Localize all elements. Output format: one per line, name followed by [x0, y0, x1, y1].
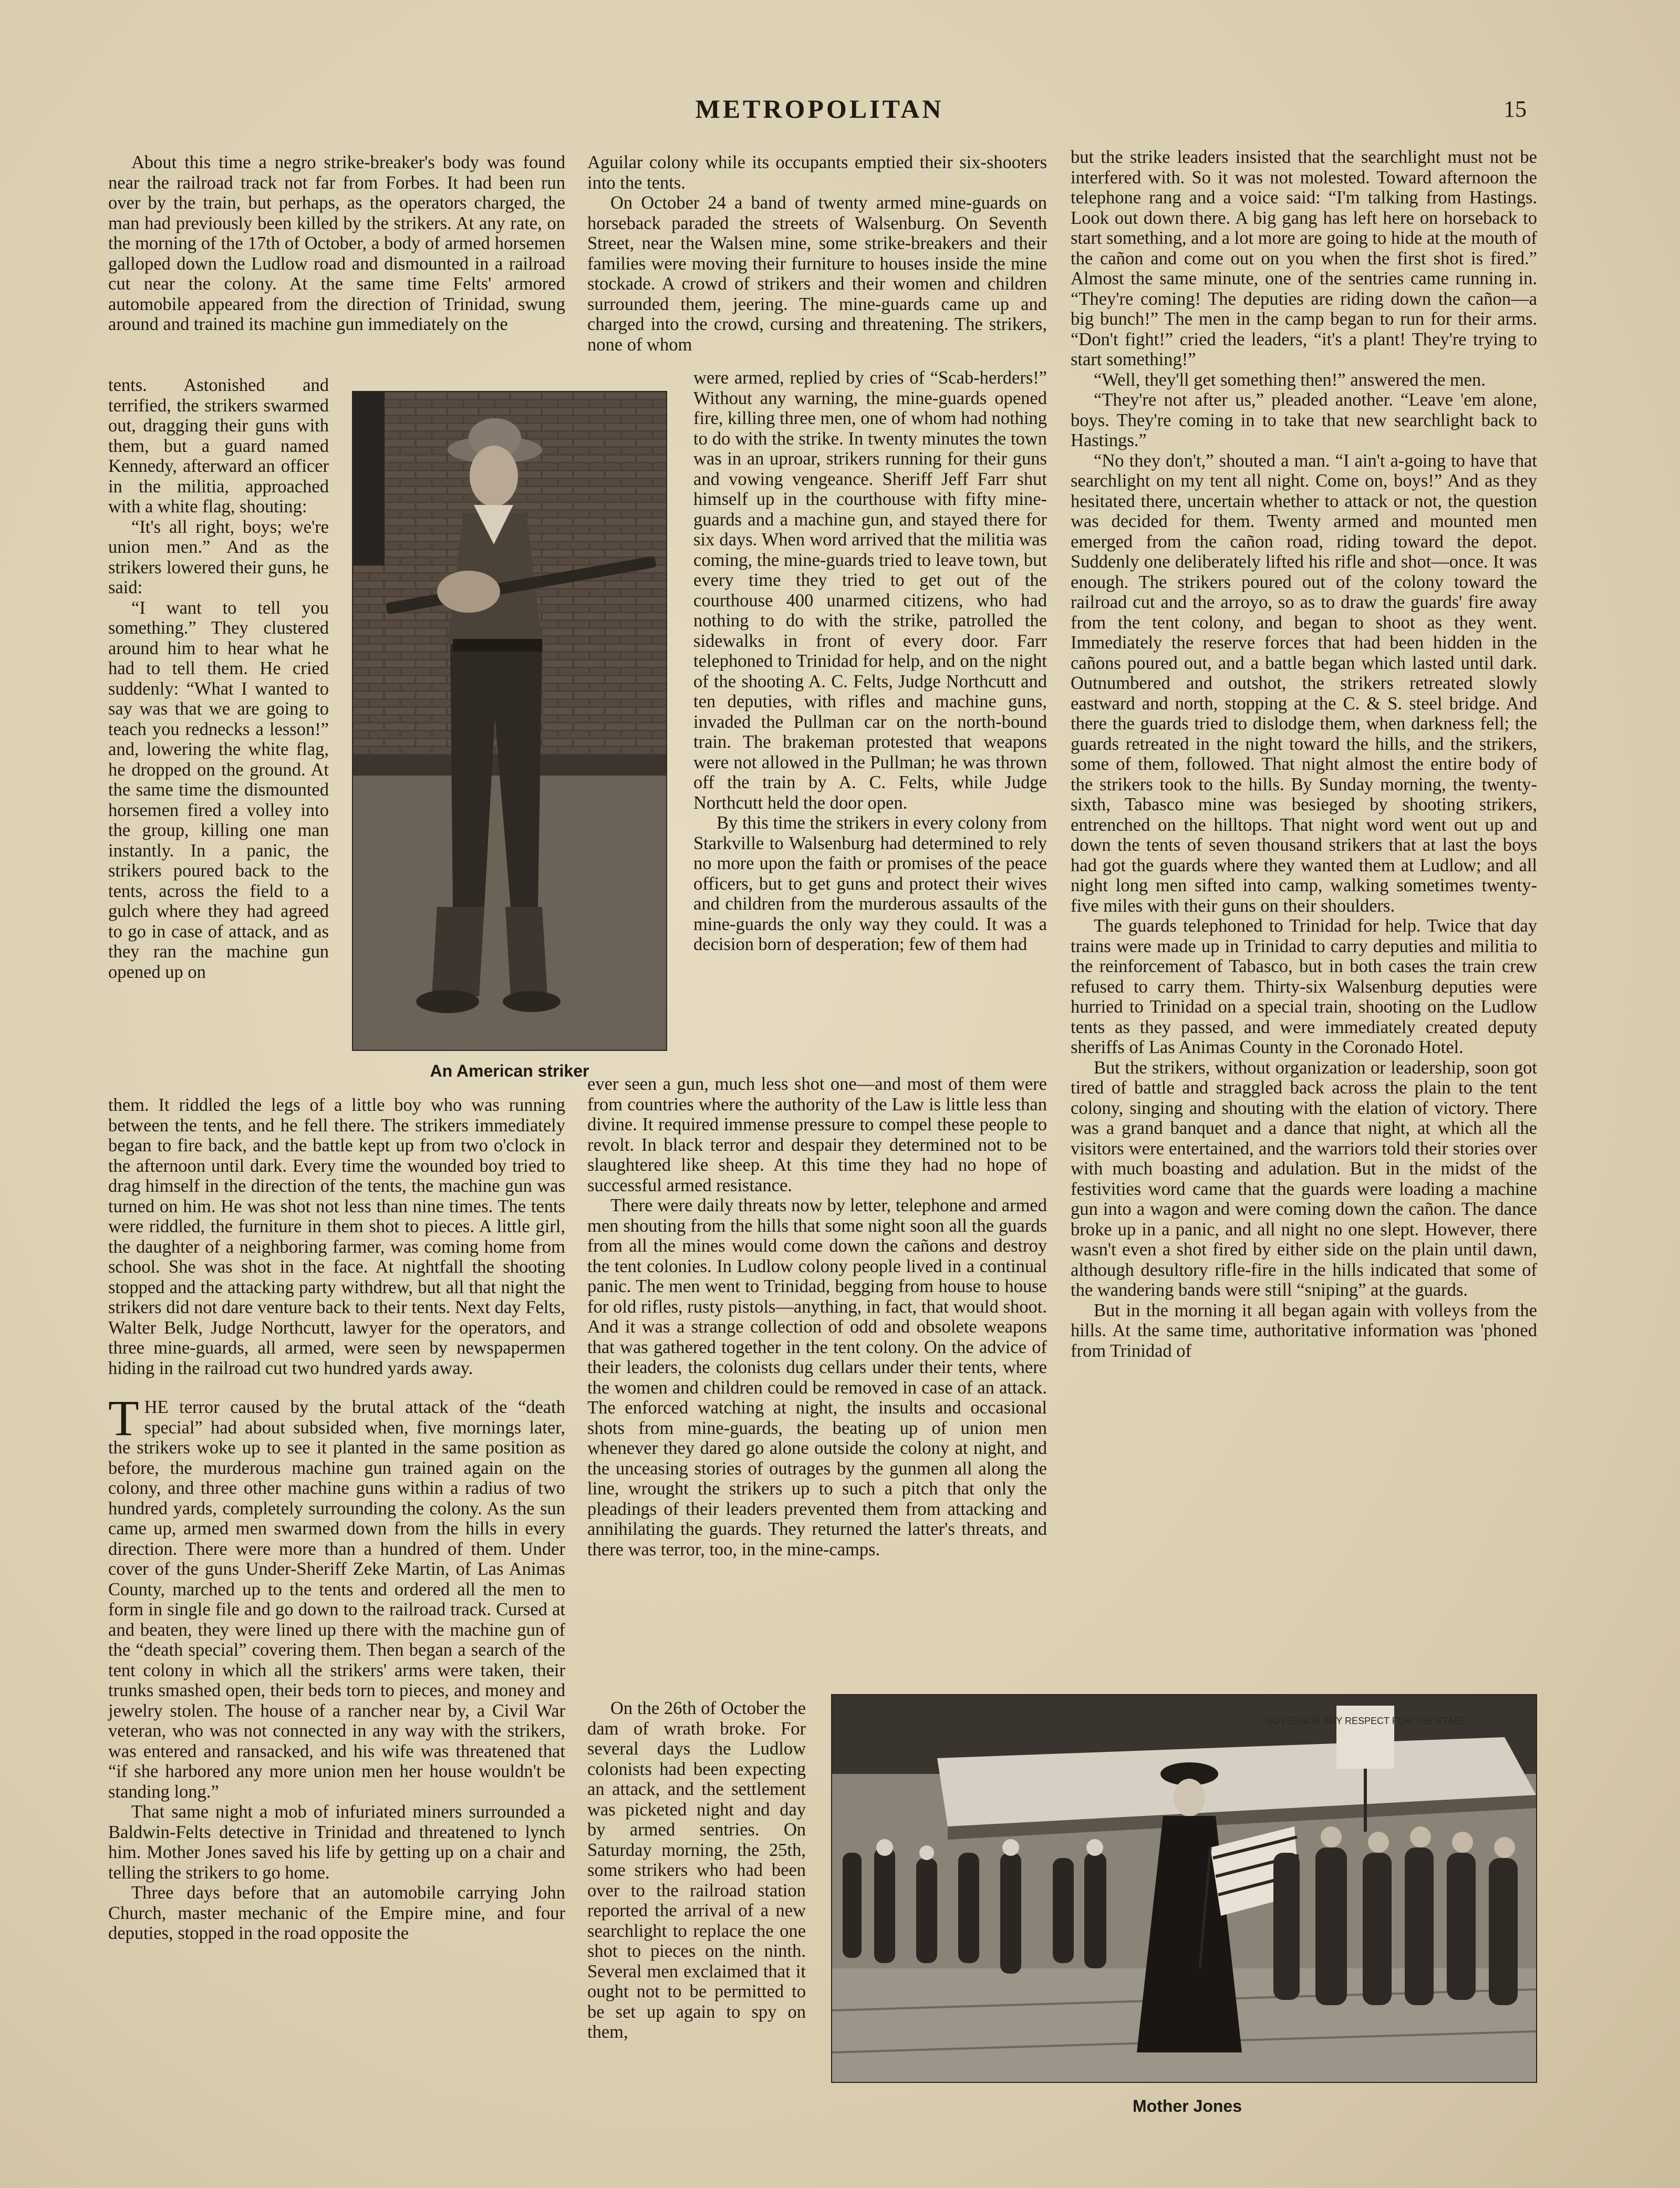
column-2-side [693, 368, 1047, 955]
striker-photo [352, 391, 667, 1051]
column-3 [1071, 147, 1537, 1361]
col2-paragraph-1: Aguilar colony while its occupants emptied their six-shooters into the tents. [587, 152, 1047, 193]
column-1-top [108, 152, 565, 335]
col1-paragraph-1-cont: tents. Astonished and terrified, the strikers swarmed out, dragging their guns with them, but a guard named Kennedy, afterward an officer in the militia, approached with a white flag, shouting: [108, 375, 329, 517]
col1-paragraph-3: “I want to tell you something.” They clustered around him to hear what he had to tell them. He cried suddenly: “What I wanted to say was that we are going to teach you rednecks a lesson!” and, lowering the white flag, he dropped on the ground. At the same time the dismounted horsemen fired a volley into the group, killing one man instantly. In a panic, the strikers poured back to the tents, across the field to a gulch where they had agreed to go in case of attack, and as they ran the machine gun opened up on [108, 597, 329, 982]
striker-caption: An American striker [430, 1061, 589, 1080]
col1-paragraph-6: Three days before that an automobile carrying John Church, master mechanic of the Empire mine, and four deputies, stopped in the road opposite the [108, 1883, 565, 1943]
col1-paragraph-2: “It's all right, boys; we're union men.” And as the strikers lowered their guns, he said: [108, 517, 329, 597]
col1-paragraph-5: That same night a mob of infuriated miners surrounded a Baldwin-Felts detective in Trinidad and threatened to lynch him. Mother Jones saved his life by getting up on a chair and telling the strikers to go home. [108, 1802, 565, 1883]
col2-paragraph-2-cont: were armed, replied by cries of “Scab-herders!” Without any warning, the mine-guards opened fire, killing three men, one of whom had nothing to do with the strike. In twenty minutes the town was in an uproar, strikers running for their guns and vowing vengeance. Sheriff Jeff Farr shut himself up in the courthouse with fifty mine-guards and a machine gun, and stayed there for six days. When word arrived that the militia was coming, the mine-guards tried to leave town, but every time they tried to get out of the courthouse 400 unarmed citizens, who had nothing to do with the strike, patrolled the sidewalks in front of every door. Farr telephoned to Trinidad for help, and on the night of the shooting A. C. Felts, Judge Northcutt and ten deputies, with rifles and machine guns, invaded the Pullman car on the north-bound train. The brakeman protested that weapons were not allowed in the Pullman; he was thrown off the train by A. C. Felts, while Judge Northcutt held the door open. [693, 368, 1047, 813]
col2-paragraph-2: On October 24 a band of twenty armed mine-guards on horseback paraded the streets of Walsenburg. On Seventh Street, near the Walsen mine, some strike-breakers and their families were moving their furniture to houses inside the mine stockade. A crowd of strikers and their women and children surrounded them, jeering. The mine-guards came up and charged into the crowd, cursing and threatening. The strikers, none of whom [587, 193, 1047, 355]
col2-paragraph-3-cont: ever seen a gun, much less shot one—and most of them were from countries where the authority of the Law is little less than divine. It required immense pressure to compel these people to revolt. In black terror and despair they determined not to be slaughtered like sheep. At this time they had no hope of successful armed resistance. [587, 1074, 1047, 1195]
striker-photo-art [353, 392, 666, 1050]
col3-paragraph-6: But the strikers, without organization or leadership, soon got tired of battle and straggled back across the plain to the tent colony, singing and shouting with the elation of victory. There was a grand banquet and a dance that night, at which all the visitors were entertained, and the warriors told their stories over with much boasting and adulation. But in the midst of the festivities word came that the guards were loading a machine gun into a wagon and were coming down the cañon. The dance broke up in a panic, and all night no one slept. However, there wasn't even a shot fired by either side on the plain until dawn, although desultory rifle-fire in the hills indicated that some of the wandering bands were still “sniping” at the guards. [1071, 1057, 1537, 1300]
col1-paragraph-3-cont: them. It riddled the legs of a little boy who was running between the tents, and he fell there. The strikers immediately began to fire back, and the battle kept up from two o'clock in the afternoon until dark. Every time the wounded boy tried to drag himself in the direction of the tents, the machine gun was turned on him. He was shot not less than nine times. The tents were riddled, the furniture in them shot to pieces. A little girl, the daughter of a neighboring farmer, was coming home from school. She was shot in the face. At nightfall the shooting stopped and the attacking party withdrew, but all that night the strikers did not dare venture back to their tents. Next day Felts, Walter Belk, Judge Northcutt, lawyer for the operators, and three mine-guards, all armed, were seen by newspapermen hiding in the railroad cut two hundred yards away. [108, 1095, 565, 1378]
mother-jones-caption: Mother Jones [1132, 2097, 1242, 2115]
col2-paragraph-5: On the 26th of October the dam of wrath broke. For several days the Ludlow colonists had been expecting an attack, and the settlement was picketed night and day by armed sentries. On Saturday morning, the 25th, some strikers who had been over to the railroad station reported the arrival of a new searchlight to replace the one shot to pieces on the ninth. Several men exclaimed that it ought not to be permitted to be set up again to spy on them, [587, 1698, 806, 2042]
col2-paragraph-3: By this time the strikers in every colony from Starkville to Walsenburg had determined to rely no more upon the faith or promises of the peace officers, but to get guns and protect their wives and children from the murderous assaults of the mine-guards the only way they could. It was a decision born of desperation; few of them had [693, 813, 1047, 954]
column-2-bottom [587, 1074, 1047, 1560]
column-2-top [587, 152, 1047, 355]
mother-jones-photo [831, 1694, 1537, 2083]
col3-paragraph-5: The guards telephoned to Trinidad for help. Twice that day trains were made up in Trinidad to carry deputies and militia to the reinforcement of Tabasco, but in both cases the train crew refused to carry them. Thirty-six Walsenburg deputies were hurried to Trinidad on a special train, shooting on the Ludlow tents as they passed, and were immediately created deputy sheriffs of Las Animas County in the Coronado Hotel. [1071, 916, 1537, 1057]
page-number: 15 [1503, 96, 1527, 122]
column-1-side [108, 375, 329, 982]
col3-paragraph-3: “They're not after us,” pleaded another. “Leave 'em alone, boys. They're coming in to take that new searchlight back to Hastings.” [1071, 390, 1537, 450]
col3-paragraph-4: “No they don't,” shouted a man. “I ain't a-going to have that searchlight on my tent all night. Come on, boys!” And as they hesitated there, uncertain whether to attack or not, the question was decided for them. Twenty armed and mounted men emerged from the cañon road, riding toward the depot. Suddenly one deliberately lifted his rifle and shot—once. It was enough. The strikers poured out of the colony toward the railroad cut and the arroyo, so as to draw the guards' fire away from the tent colony, and began to shoot as they went. Immediately the reserve forces that had been hidden in the cañons poured out, and a battle began which lasted until dark. Outnumbered and outshot, the strikers retreated slowly eastward and north, stopping at the C. & S. steel bridge. And there the guards tried to dislodge them, when darkness fell; the guards retreated in the night toward the hills, and the strikers, some of them, followed. That night almost the entire body of the strikers took to the hills. By Sunday morning, the twenty-sixth, Tabasco mine was besieged by shooting strikers, entrenched on the hilltops. That night word went out up and down the tents of seven thousand strikers that at last the boys had got the guards where they wanted them at Ludlow; and all night long men sifted into camp, walking sometimes twenty-five miles with their guns on their shoulders. [1071, 450, 1537, 916]
column-1-bottom [108, 1095, 565, 1944]
sign-text: GOVERNOR ANY RESPECT FOR THE STATE [1266, 1716, 1465, 1726]
masthead: METROPOLITAN [695, 94, 944, 123]
column-2-lower-side [587, 1698, 806, 2042]
drop-cap: T [108, 1390, 139, 1446]
col3-paragraph-2: “Well, they'll get something then!” answered the men. [1094, 369, 1486, 390]
col3-paragraph-7: But in the morning it all began again with volleys from the hills. At the same time, authoritative information was 'phoned from Trinidad of [1071, 1300, 1537, 1361]
col3-paragraph-1: but the strike leaders insisted that the searchlight must not be interfered with. So it was not molested. Toward afternoon the telephone rang and a voice said: “I'm talking from Hastings. Look out down there. A big gang has left here on horseback to start something, and a lot more are going to hide at the mouth of the cañon and come out on you when the first shot is fired.” Almost the same minute, one of the sentries came running in. “They're coming! The deputies are riding down the cañon—a big bunch!” The men in the camp began to run for their arms. “Don't fight!” cried the leaders, “it's a plant! They're trying to start something!” [1071, 147, 1537, 369]
col1-paragraph-4-text: HE terror caused by the brutal attack of the “death special” had about subsided when, five mornings later, the strikers woke up to see it planted in the same position as before, the murderous machine gun trained again on the colony, and three other machine guns within a radius of two hundred yards, completely surrounding the colony. As the sun came up, armed men swarmed down from the hills in every direction. There were more than a hundred of them. Under cover of the guns Under-Sheriff Zeke Martin, of Las Animas County, marched up to the tents and ordered all the men to form in single file and go down to the railroad track. Cursed at and beaten, they were lined up there with the machine gun of the “death special” covering them. Then began a search of the tent colony in which all the strikers' arms were taken, their trunks smashed open, their beds torn to pieces, and money and jewelry stolen. The house of a rancher near by, a Civil War veteran, who was not connected in any way with the strikers, was entered and ransacked, and his wife was threatened that “if she harbored any more union men her house wouldn't be standing long.” [108, 1397, 565, 1802]
col1-paragraph-4 [108, 1390, 565, 1802]
col2-paragraph-4: There were daily threats now by letter, telephone and armed men shouting from the hills that some night soon all the guards from all the mines would come down the cañons and destroy the tent colonies. In Ludlow colony people lived in a continual panic. The men went to Trinidad, begging from house to house for old rifles, rusty pistols—anything, in fact, that would shoot. And it was a strange collection of odd and obsolete weapons that was gathered together in the tent colony. On the advice of their leaders, the colonists dug cellars under their tents, where the women and children could be removed in case of an attack. The enforced watching at night, the insults and occasional shots from mine-guards, the beating up of union men whenever they dared go alone outside the colony at night, and the unceasing stories of outrages by the gunmen all along the line, wrought the strikers up to such a pitch that only the pleadings of their leaders prevented them from attacking and annihilating the guards. They returned the latter's threats, and there was terror, too, in the mine-camps. [587, 1195, 1047, 1560]
col1-paragraph-1: About this time a negro strike-breaker's body was found near the railroad track not far from Forbes. It had been run over by the train, but perhaps, as the operators charged, the man had previously been killed by the strikers. At any rate, on the morning of the 17th of October, a body of armed horsemen galloped down the Ludlow road and dismounted in a railroad cut near the colony. At the same time Felts' armored automobile appeared from the direction of Trinidad, swung around and trained its machine gun immediately on the [108, 152, 565, 334]
mother-jones-photo-art [832, 1695, 1536, 2082]
